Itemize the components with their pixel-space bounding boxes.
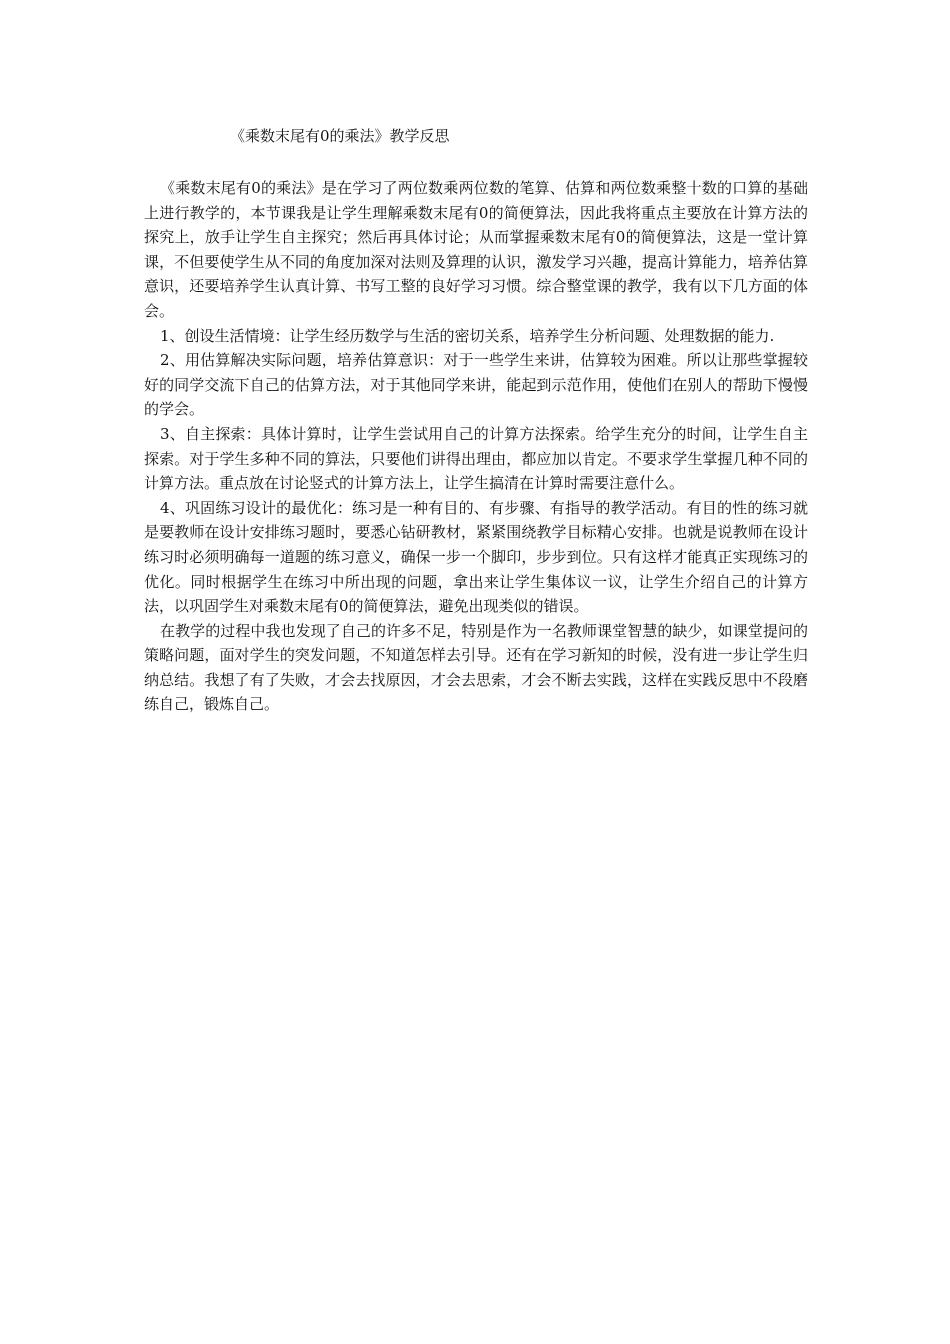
document-title: 《乘数末尾有0的乘法》教学反思 (230, 127, 450, 145)
paragraph-point-3: 3、自主探索：具体计算时，让学生尝试用自己的计算方法探索。给学生充分的时间，让学生自主探索。对于学生多种不同的算法，只要他们讲得出理由，都应加以肯定。不要求学生掌握几种不同的计算方法。重点放在讨论竖式的计算方法上，让学生搞清在计算时需要注意什么。 (144, 424, 808, 493)
paragraph-point-1: 1、创设生活情境：让学生经历数学与生活的密切关系，培养学生分析问题、处理数据的能力. (160, 326, 775, 345)
paragraph-point-2: 2、用估算解决实际问题，培养估算意识：对于一些学生来讲，估算较为困难。所以让那些掌握较好的同学交流下自己的估算方法，对于其他同学来讲，能起到示范作用，使他们在别人的帮助下慢慢的学会。 (144, 351, 808, 419)
paragraph-intro: 《乘数末尾有0的乘法》是在学习了两位数乘两位数的笔算、估算和两位数乘整十数的口算的基础上进行教学的，本节课我是让学生理解乘数末尾有0的简便算法，因此我将重点主要放在计算方法的探究上，放手让学生自主探究；然后再具体讨论；从而掌握乘数末尾有0的简便算法，这是一堂计算课，不但要使学生从不同的角度加深对法则及算理的认识，激发学习兴趣，提高计算能力，培养估算意识，还要培养学生认真计算、书写工整的良好学习习惯。综合整堂课的教学，我有以下几方面的体会。 (144, 179, 808, 320)
document-body (144, 176, 808, 717)
paragraph-conclusion: 在教学的过程中我也发现了自己的许多不足，特别是作为一名教师课堂智慧的缺少，如课堂提问的策略问题，面对学生的突发问题，不知道怎样去引导。还有在学习新知的时候，没有进一步让学生归纳总结。我想了有了失败，才会去找原因，才会去思索，才会不断去实践，这样在实践反思中不段磨练自己，锻炼自己。 (144, 621, 808, 714)
paragraph-point-4: 4、巩固练习设计的最优化：练习是一种有目的、有步骤、有指导的教学活动。有目的性的练习就是要教师在设计安排练习题时，要悉心钻研教材，紧紧围绕教学目标精心安排。也就是说教师在设计练习时必须明确每一道题的练习意义，确保一步一个脚印，步步到位。只有这样才能真正实现练习的优化。同时根据学生在练习中所出现的问题，拿出来让学生集体议一议，让学生介绍自己的计算方法，以巩固学生对乘数末尾有0的简便算法，避免出现类似的错误。 (144, 498, 808, 616)
